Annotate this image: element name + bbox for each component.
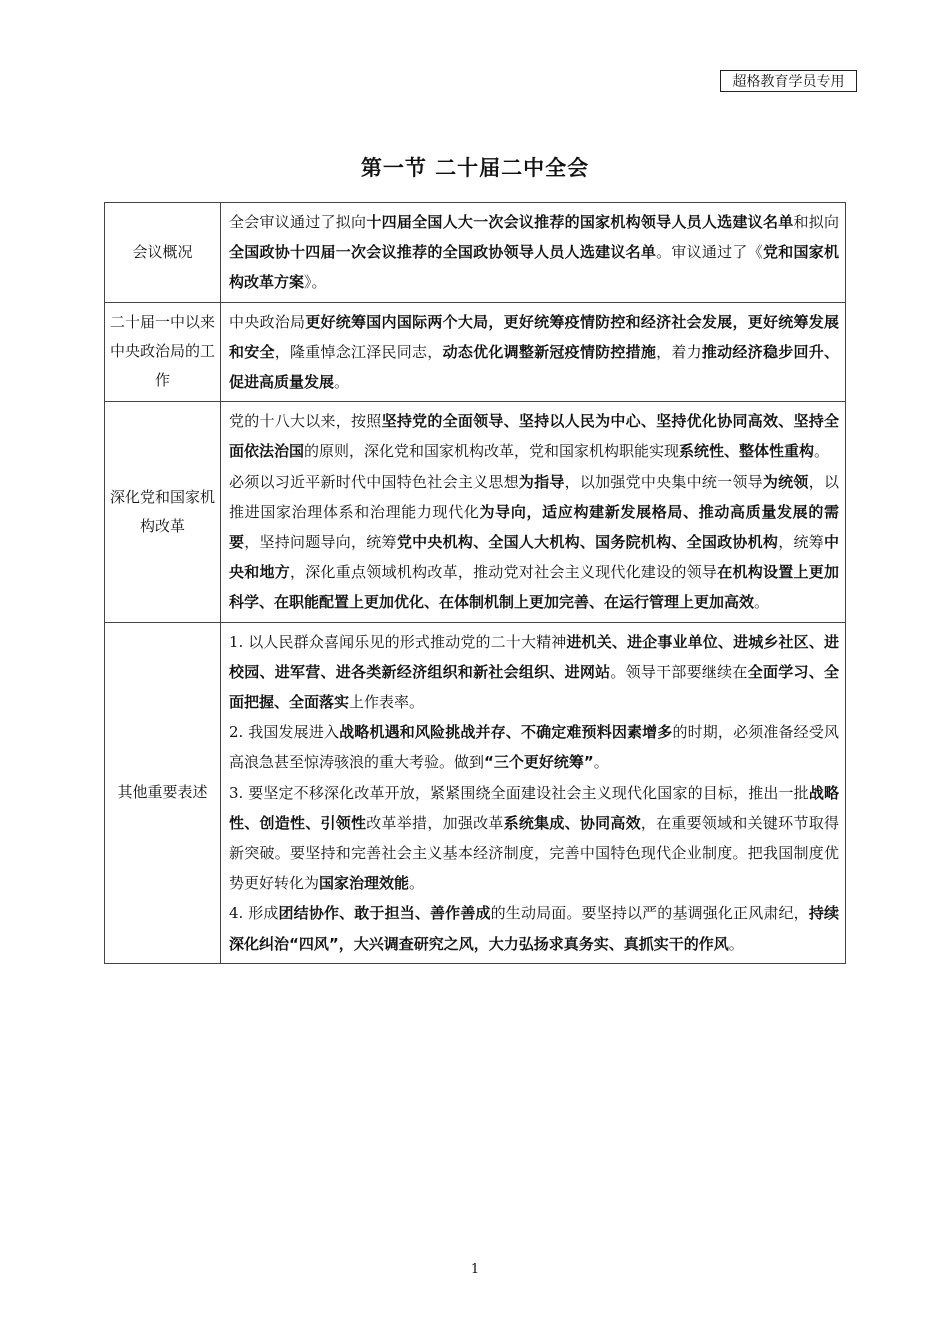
- text: ，隆重悼念江泽民同志，: [274, 342, 443, 361]
- section-title: 第一节 二十届二中全会: [360, 155, 590, 180]
- text: 3. 要坚定不移深化改革开放，紧紧围绕全面建设社会主义现代化国家的目标，推出一批: [229, 783, 809, 802]
- text: 。: [728, 934, 744, 953]
- table-row: [105, 302, 846, 402]
- bold-text: “三个更好统筹”: [484, 753, 594, 772]
- text: 。领导干部要继续在: [610, 662, 748, 681]
- text: ，以推进国家治理体系和治理能力现代化: [229, 472, 839, 521]
- row-label: 深化党和国家机构改革: [105, 402, 221, 622]
- bold-text: 系统集成、协同高效: [503, 813, 641, 832]
- bold-text: 推动经济稳步回升、促进高质量发展: [229, 342, 839, 392]
- bold-text: 为指导: [518, 472, 565, 491]
- text: 。: [334, 373, 350, 392]
- bold-text: 为统领: [762, 472, 809, 491]
- text: 。: [409, 874, 425, 893]
- bold-text: 十四届全国人大一次会议推荐的国家机构领导人员人选建议名单: [366, 213, 794, 231]
- bold-text: 坚持党的全面领导、坚持以人民为中心、坚持优化协同高效、坚持全面依法治国: [229, 412, 839, 461]
- bold-text: 在机构设置上更加科学、在职能配置上更加优化、在体制机制上更加完善、在运行管理上更加高效: [229, 563, 839, 612]
- bold-text: 进机关、进企事业单位、进城乡社区、进校园、进军营、进各类新经济组织和新社会组织、进网站: [229, 632, 839, 681]
- bold-text: 系统性、整体性重构: [679, 442, 815, 461]
- page-number: 1: [470, 1262, 480, 1277]
- bold-text: 为导向，适应构建新发展格局、推动高质量发展的需要: [229, 502, 839, 552]
- content-paragraph: [229, 778, 839, 899]
- table-row: [105, 622, 846, 963]
- bold-text: 中央和地方: [229, 533, 839, 582]
- bold-text: 持续深化纠治“四风”，大兴调查研究之风，大力弘扬求真务实、真抓实干的作风: [229, 904, 839, 953]
- table-row: [105, 402, 846, 622]
- row-label: 会议概况: [105, 203, 221, 303]
- bold-text: 动态优化调整新冠疫情防控措施: [442, 342, 657, 361]
- row-content: [221, 302, 846, 402]
- text: 2. 我国发展进入: [229, 723, 340, 742]
- content-paragraph: [229, 207, 839, 298]
- text: ，统筹: [778, 533, 824, 552]
- row-label: 二十届一中以来中央政治局的工作: [105, 302, 221, 402]
- row-label: 其他重要表述: [105, 622, 221, 963]
- bold-text: 团结协作、敢于担当、善作善成: [278, 904, 491, 923]
- text: 的时期，必须准备经受风高浪急甚至惊涛骇浪的重大考验。做到: [229, 723, 839, 772]
- content-paragraph: [229, 717, 839, 777]
- content-paragraph: [229, 627, 839, 718]
- row-content: [221, 622, 846, 963]
- bold-text: 战略机遇和风险挑战并存、不确定难预料因素增多: [339, 723, 673, 742]
- text: ，深化重点领域机构改革，推动党对社会主义现代化建设的领导: [290, 563, 718, 582]
- text: 改革举措，加强改革: [366, 813, 504, 832]
- bold-text: 更好统筹国内国际两个大局，更好统筹疫情防控和经济社会发展，更好统筹发展和安全: [229, 312, 839, 361]
- text: 中央政治局: [229, 312, 306, 331]
- content-paragraph: [229, 307, 839, 398]
- content-paragraph: [229, 406, 839, 466]
- bold-text: 全国政协十四届一次会议推荐的全国政协领导人员人选建议名单: [229, 243, 657, 262]
- summary-table: [104, 202, 846, 964]
- text: ，在重要领域和关键环节取得新突破。要坚持和完善社会主义基本经济制度，完善中国特色现代企业制度。把我国制度优势更好转化为: [229, 813, 839, 893]
- bold-text: 战略性、创造性、引领性: [229, 783, 839, 832]
- table-row: [105, 203, 846, 303]
- text: 的生动局面。要坚持以严的基调强化正风肃纪，: [490, 904, 809, 923]
- content-paragraph: [229, 467, 839, 618]
- text: ，坚持问题导向，统筹: [244, 533, 397, 552]
- text: ，以加强党中央集中统一领导: [564, 472, 763, 491]
- text: 。: [814, 442, 830, 461]
- text: 。: [754, 593, 770, 612]
- text: 》。: [304, 273, 327, 292]
- bold-text: 全面学习、全面把握、全面落实: [229, 662, 839, 712]
- text: ，着力: [656, 342, 702, 361]
- bold-text: 国家治理效能: [319, 874, 410, 893]
- bold-text: 党和国家机构改革方案: [229, 243, 839, 292]
- text: 的原则，深化党和国家机构改革，党和国家机构职能实现: [304, 442, 680, 461]
- bold-text: 党中央机构、全国人大机构、国务院机构、全国政协机构: [396, 533, 779, 552]
- text: 和拟向: [793, 213, 839, 231]
- row-content: [221, 402, 846, 622]
- text: 1. 以人民群众喜闻乐见的形式推动党的二十大精神: [229, 632, 567, 651]
- watermark-label: 超格教育学员专用: [720, 70, 857, 92]
- text: 。: [593, 753, 609, 772]
- text: 。审议通过了《: [656, 243, 763, 262]
- content-paragraph: [229, 898, 839, 958]
- text: 党的十八大以来，按照: [229, 412, 382, 431]
- text: 必须以习近平新时代中国特色社会主义思想: [229, 472, 519, 491]
- text: 4. 形成: [229, 904, 279, 923]
- row-content: [221, 203, 846, 303]
- text: 上作表率。: [349, 693, 425, 712]
- text: 全会审议通过了拟向: [229, 213, 367, 231]
